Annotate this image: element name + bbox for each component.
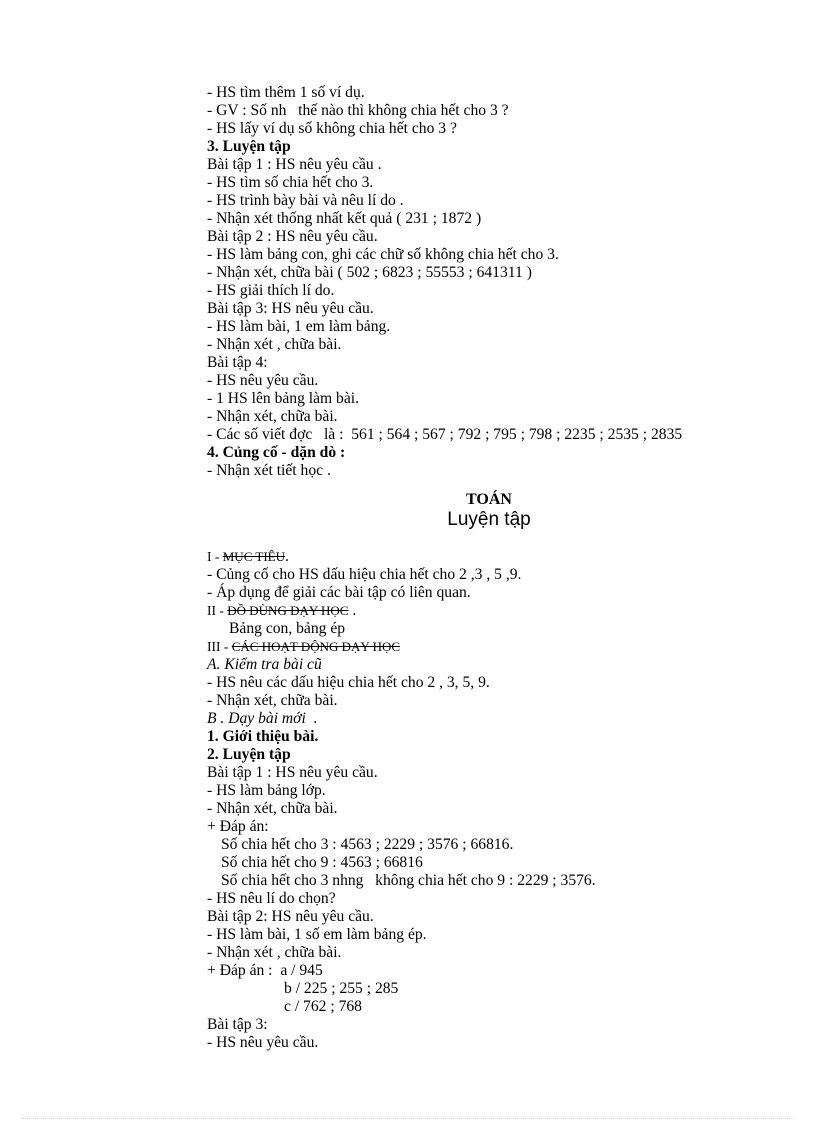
exercise-2-title: Bài tập 2: HS nêu yêu cầu. xyxy=(207,908,374,925)
exercise-4-title: Bài tập 4: xyxy=(207,354,268,371)
page-bottom-border xyxy=(22,1118,794,1119)
heading-gioi-thieu: 1. Giới thiệu bài. xyxy=(207,728,319,745)
section-heading xyxy=(207,638,797,656)
text-line: - HS lấy ví dụ số không chia hết cho 3 ? xyxy=(207,120,457,137)
text-line: - HS tìm số chia hết cho 3. xyxy=(207,174,374,191)
section-tail: . xyxy=(284,548,289,565)
exercise-3-title: Bài tập 3: xyxy=(207,1016,268,1033)
text-line: - Nhận xét , chữa bài. xyxy=(207,336,342,353)
lesson-title: Luyện tập xyxy=(447,509,531,530)
section-heading xyxy=(207,602,797,620)
text-line: Số chia hết cho 3 : 4563 ; 2229 ; 3576 ; 66816. xyxy=(221,836,514,853)
exercise-1-title: Bài tập 1 : HS nêu yêu cầu . xyxy=(207,156,382,173)
text-line: - HS nêu các dấu hiệu chia hết cho 2 , 3, 5, 9. xyxy=(207,674,490,691)
text-line: - HS tìm thêm 1 số ví dụ. xyxy=(207,84,365,101)
text-line: - HS làm bảng lớp. xyxy=(207,782,326,799)
section-title: CÁC HOẠT ĐỘNG DẠY HỌC xyxy=(231,639,401,654)
subsection-a: A. Kiểm tra bài cũ xyxy=(207,656,322,673)
text-line: - Nhận xét tiết học . xyxy=(207,462,331,479)
text-line: - Áp dụng để giải các bài tập có liên quan. xyxy=(207,584,471,601)
section-tail: . xyxy=(348,602,357,619)
text-line: + Đáp án : a / 945 xyxy=(207,962,323,979)
exercise-1-title: Bài tập 1 : HS nêu yêu cầu. xyxy=(207,764,378,781)
section-number: II - xyxy=(207,603,228,618)
section-title: MỤC TIÊU xyxy=(222,549,285,564)
heading-cung-co: 4. Củng cố - dặn dò : xyxy=(207,444,346,461)
subsection-b: B . Dạy bài mới . xyxy=(207,710,318,727)
text-line: + Đáp án: xyxy=(207,818,269,835)
text-line: - Nhận xét, chữa bài. xyxy=(207,408,338,425)
text-line: - HS nêu lí do chọn? xyxy=(207,890,336,907)
section-title: ĐỒ DÙNG DẠY HỌC xyxy=(227,603,349,618)
text-line: - HS nêu yêu cầu. xyxy=(207,372,319,389)
heading-luyen-tap: 2. Luyện tập xyxy=(207,746,291,763)
text-line: c / 762 ; 768 xyxy=(284,998,362,1015)
section-number: III - xyxy=(207,639,232,654)
section-number: I - xyxy=(207,549,223,564)
text-line: - HS trình bày bài và nêu lí do . xyxy=(207,192,404,209)
exercise-3-title: Bài tập 3: HS nêu yêu cầu. xyxy=(207,300,374,317)
text-line: - HS làm bài, 1 số em làm bảng ép. xyxy=(207,926,427,943)
text-line: Số chia hết cho 3 nhng không chia hết cho 9 : 2229 ; 3576. xyxy=(221,872,596,889)
text-line: - Nhận xét, chữa bài ( 502 ; 6823 ; 55553 ; 641311 ) xyxy=(207,264,532,281)
lesson-subject: TOÁN xyxy=(466,491,512,508)
text-line: Bảng con, bảng ép xyxy=(229,620,346,637)
text-line: - Nhận xét, chữa bài. xyxy=(207,800,338,817)
text-line: - Nhận xét thống nhất kết quả ( 231 ; 1872 ) xyxy=(207,210,482,227)
text-line: - Củng cố cho HS dấu hiệu chia hết cho 2 ,3 , 5 ,9. xyxy=(207,566,522,583)
text-line: - HS giải thích lí do. xyxy=(207,282,335,299)
text-line: - Nhận xét, chữa bài. xyxy=(207,692,338,709)
text-line: - GV : Số nh thế nào thì không chia hết cho 3 ? xyxy=(207,102,509,119)
document-page xyxy=(207,84,797,1052)
text-line: - 1 HS lên bảng làm bài. xyxy=(207,390,360,407)
text-line: - HS làm bảng con, ghi các chữ số không chia hết cho 3. xyxy=(207,246,559,263)
text-line: - HS làm bài, 1 em làm bảng. xyxy=(207,318,391,335)
text-line: - HS nêu yêu cầu. xyxy=(207,1034,319,1051)
section-heading xyxy=(207,548,797,566)
text-line: - Các số viết đợc là : 561 ; 564 ; 567 ; 792 ; 795 ; 798 ; 2235 ; 2535 ; 2835 xyxy=(207,426,683,443)
text-line: Số chia hết cho 9 : 4563 ; 66816 xyxy=(221,854,423,871)
text-line: b / 225 ; 255 ; 285 xyxy=(284,980,399,997)
exercise-2-title: Bài tập 2 : HS nêu yêu cầu. xyxy=(207,228,378,245)
text-line: - Nhận xét , chữa bài. xyxy=(207,944,342,961)
heading-luyen-tap: 3. Luyện tập xyxy=(207,138,291,155)
